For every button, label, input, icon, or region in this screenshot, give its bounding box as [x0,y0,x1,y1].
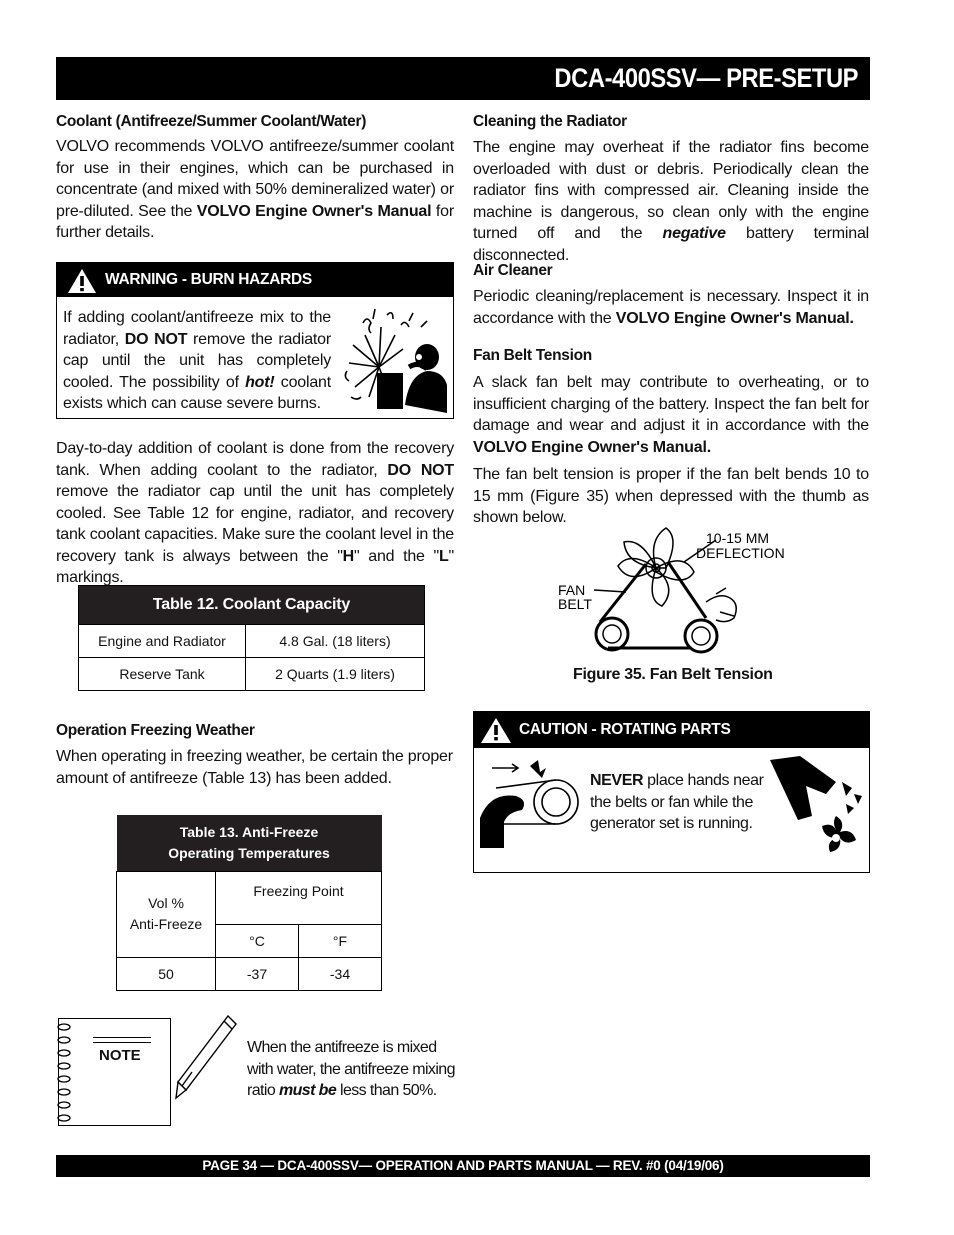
daytoday-text-2: remove the radiator cap until the unit has completely cooled. See Table 12 for engine, radiator, and recovery tank coolant capacities. Make sure the coolant level in the recovery tank is always between the " [56,483,454,565]
note-text-1: When the antifreeze is mixed with water, the antifreeze mixing ratio [247,1039,455,1099]
warning-text-1: If adding coolant/antifreeze mix to the radiator, [63,309,331,348]
note-text-2: less than 50%. [336,1082,437,1099]
table-row [79,625,425,658]
warning-header [57,263,453,297]
warning-label: WARNING - BURN HAZARDS [105,271,312,288]
coolant-text-2: for further details. [56,202,454,241]
daytoday-text-bold: DO NOT [387,461,454,479]
air-text-bold: VOLVO Engine Owner's Manual. [615,309,854,327]
table12-cell-label: Engine and Radiator [79,625,246,658]
table12-cell-value: 2 Quarts (1.9 liters) [246,658,425,691]
caution-label: CAUTION - ROTATING PARTS [519,721,731,738]
table13-f: -34 [299,957,382,990]
table13-title-2: Operating Temperatures [168,844,330,861]
fan-belt-diagram [556,522,816,660]
antifreeze-table [116,815,382,991]
air-paragraph [473,286,869,329]
page-title: DCA-400SSV— PRE-SETUP [554,63,858,93]
note-lines [93,1037,151,1043]
table13-col1-2: Anti-Freeze [129,916,203,932]
table-row [117,957,382,990]
coolant-paragraph [56,136,454,244]
belt-text-bold: VOLVO Engine Owner's Manual. [473,438,711,456]
burn-hazard-icon [343,305,447,413]
caution-text-bold: NEVER [590,772,644,789]
freezing-paragraph: When operating in freezing weather, be certain the proper amount of antifreeze (Table 13) has been added. [56,748,453,787]
radiator-text-bold: negative [662,225,726,242]
note-label: NOTE [99,1047,141,1064]
radiator-text-2: battery terminal disconnected. [473,225,869,264]
table12-title: Table 12. Coolant Capacity [79,586,425,625]
coolant-heading: Coolant (Antifreeze/Summer Coolant/Water) [56,113,367,130]
coolant-text-bold: VOLVO Engine Owner's Manual [196,202,432,220]
caution-text [590,770,766,835]
fan-label: FAN [558,582,586,598]
coolant-text-1: VOLVO recommends VOLVO antifreeze/summer coolant for use in their engines, which can be purchased in concentrate (and mixed with 50% demineralized water) or pre-diluted. See the [56,138,454,220]
table13-vol: 50 [117,957,216,990]
table12-cell-value: 4.8 Gal. (18 liters) [246,625,425,658]
daytoday-text-1: Day-to-day addition of coolant is done from the recovery tank. When adding coolant to the radiator, [56,440,454,479]
table12-cell-label: Reserve Tank [79,658,246,691]
note-text-bold: must be [278,1082,337,1099]
caution-box [473,711,870,873]
warning-triangle-icon [67,268,97,294]
caution-header [474,712,869,748]
rotating-fan-icon [768,754,868,866]
radiator-heading: Cleaning the Radiator [473,113,627,130]
belt-label: BELT [558,596,592,612]
table13-title [117,815,382,871]
table13-col1-header [117,871,216,957]
footer-text: PAGE 34 — DCA-400SSV— OPERATION AND PARTS MANUAL — REV. #0 (04/19/06) [202,1158,724,1173]
daytoday-l: L [438,547,449,565]
belt-paragraph-2: The fan belt tension is proper if the fan belt bends 10 to 15 mm (Figure 35) when depressed with the thumb as shown below. [473,466,869,526]
air-text-1: Periodic cleaning/replacement is necessary. Inspect it in accordance with the [473,288,869,327]
daytoday-text-4: " markings. [56,547,454,586]
radiator-paragraph [473,137,869,266]
caution-triangle-icon [480,717,512,744]
table13-unit-c: °C [216,924,299,957]
note-pad [58,1018,171,1126]
table13-title-1: Table 13. Anti-Freeze [179,823,319,840]
footer-bar [56,1155,870,1177]
warning-box [56,262,454,419]
coolant-capacity-table [78,585,425,691]
table13-freezing-point: Freezing Point [216,871,382,924]
figure-caption: Figure 35. Fan Belt Tension [573,666,773,683]
warning-text-2: remove the radiator cap until the unit has completely cooled. The possibility of [63,330,331,391]
belt-heading: Fan Belt Tension [473,347,592,364]
warning-text-hot: hot! [245,373,275,391]
daytoday-h: H [342,547,355,565]
table13-c: -37 [216,957,299,990]
warning-text-3: coolant exists which can cause severe burns. [63,373,331,412]
freezing-heading: Operation Freezing Weather [56,722,255,739]
radiator-text-1: The engine may overheat if the radiator fins become overloaded with dust or debris. Periodically clean the radiator fins with compressed air. Cleaning inside the machine is dangerous, so clean only with the engine turned off and the [473,139,869,242]
air-heading: Air Cleaner [473,262,553,279]
pencil-icon [172,1012,242,1102]
table-row [79,658,425,691]
table13-col1-1: Vol % [148,895,184,911]
belt-text-1: A slack fan belt may contribute to overheating, or to insufficient charging of the battery. Inspect the fan belt for damage and wear and adjust it in accordance with the [473,374,869,434]
deflection-label-2: DEFLECTION [696,545,785,561]
caution-text-1: place hands near the belts or fan while the generator set is running. [590,772,764,832]
note-text [247,1037,457,1102]
belt-paragraph [473,372,869,458]
warning-text-bold: DO NOT [124,330,188,348]
belt-hand-icon [478,752,582,852]
deflection-label-1: 10-15 MM [706,530,770,546]
table13-unit-f: °F [299,924,382,957]
header-bar [56,57,870,100]
daytoday-text-3: " and the " [354,547,439,565]
daytoday-paragraph [56,438,454,589]
warning-text [63,307,331,415]
